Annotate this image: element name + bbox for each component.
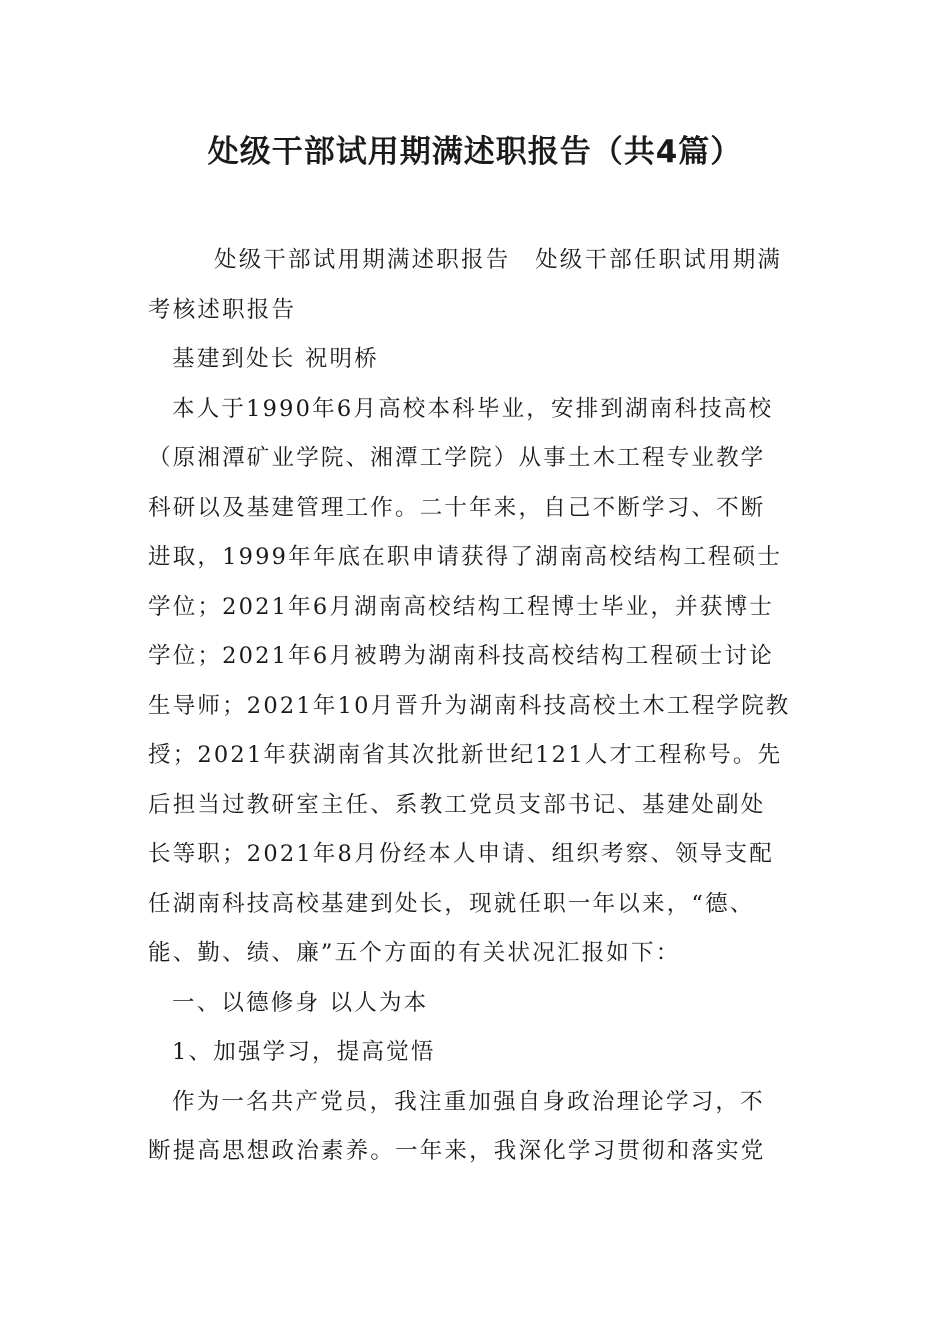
paragraph-line: 生导师；2021年10月晋升为湖南科技高校土木工程学院教 xyxy=(148,692,791,719)
paragraph-line: 任湖南科技高校基建到处长，现就任职一年以来，“德、 xyxy=(148,890,755,917)
paragraph-line: 科研以及基建管理工作。二十年来，自己不断学习、不断 xyxy=(148,494,766,521)
paragraph-line: 考核述职报告 xyxy=(148,296,297,323)
document-body xyxy=(148,236,806,1177)
paragraph-line: （原湘潭矿业学院、湘潭工学院）从事土木工程专业教学 xyxy=(148,445,766,471)
paragraph-line: 能、勤、绩、廉”五个方面的有关状况汇报如下： xyxy=(148,940,681,966)
paragraph-line: 作为一名共产党员，我注重加强自身政治理论学习，不 xyxy=(172,1088,765,1115)
paragraph-line: 基建到处长 祝明桥 xyxy=(172,346,379,372)
paragraph-line: 学位；2021年6月被聘为湖南科技高校结构工程硕士讨论 xyxy=(148,643,774,669)
subsection-heading: 1、加强学习，提高觉悟 xyxy=(172,1039,436,1065)
paragraph-line: 长等职；2021年8月份经本人申请、组织考察、领导支配 xyxy=(148,841,774,867)
paragraph-line: 授；2021年获湖南省其次批新世纪121人才工程称号。先 xyxy=(148,742,783,768)
document-title: 处级干部试用期满述职报告（共4篇） xyxy=(207,134,743,170)
paragraph-line: 进取，1999年年底在职申请获得了湖南高校结构工程硕士 xyxy=(148,544,783,570)
paragraph-line: 学位；2021年6月湖南高校结构工程博士毕业，并获博士 xyxy=(148,593,774,620)
paragraph-line: 断提高思想政治素养。一年来，我深化学习贯彻和落实党 xyxy=(148,1138,766,1164)
paragraph-line: 后担当过教研室主任、系教工党员支部书记、基建处副处 xyxy=(148,791,766,818)
section-heading: 一、以德修身 以人为本 xyxy=(172,989,429,1016)
paragraph-line: 处级干部试用期满述职报告 处级干部任职试用期满 xyxy=(214,247,783,273)
paragraph-line: 本人于1990年6月高校本科毕业，安排到湖南科技高校 xyxy=(172,395,774,422)
